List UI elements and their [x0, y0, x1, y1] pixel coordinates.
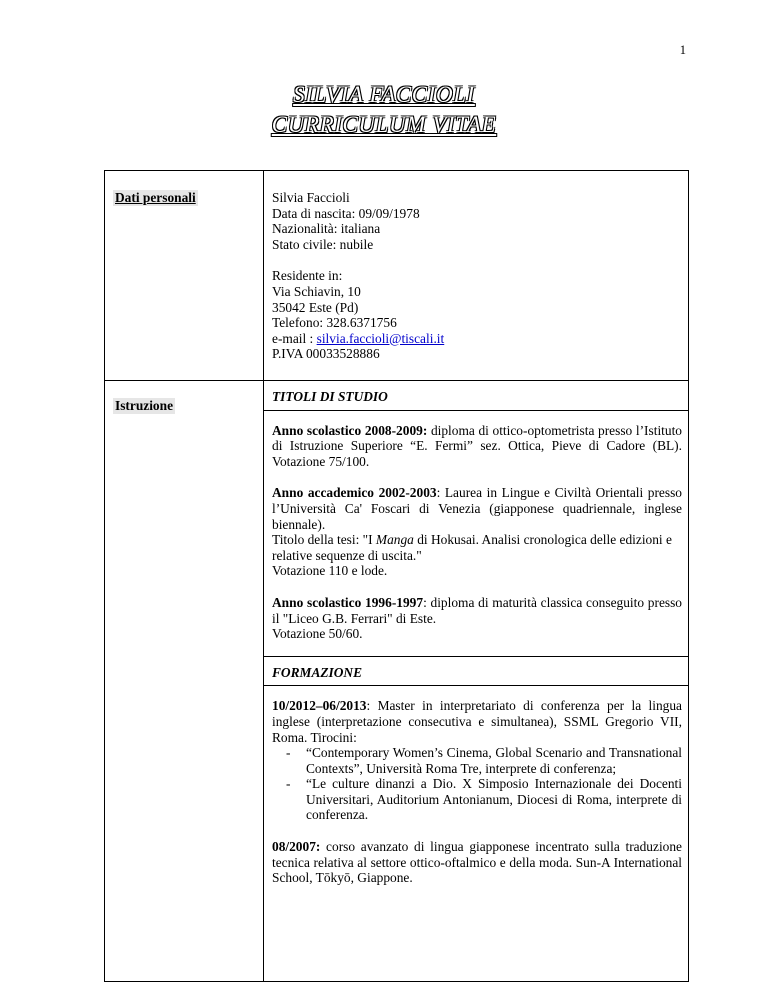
title-entry — [264, 469, 688, 579]
entry-period: Anno scolastico 1996-1997 — [272, 594, 424, 610]
nationality: Nazionalità: italiana — [272, 221, 381, 237]
training-entry — [264, 686, 688, 823]
education-data-cell — [264, 381, 689, 982]
entry-grade: Votazione 110 e lode. — [272, 563, 388, 579]
thesis-prefix: Titolo della tesi: "I — [272, 532, 376, 548]
document-title — [0, 80, 768, 140]
thesis-suffix: di Hokusai. Analisi cronologica delle edizioni e relative sequenze di uscita." — [272, 532, 672, 563]
cv-table — [104, 170, 689, 982]
personal-label-cell — [105, 171, 264, 381]
email-link[interactable]: silvia.faccioli@tiscali.it — [316, 330, 445, 346]
street-address: Via Schiavin, 10 — [272, 283, 361, 299]
entry-period: 08/2007: — [272, 839, 321, 855]
email-line — [272, 331, 684, 347]
vat-number: P.IVA 00033528886 — [272, 346, 380, 362]
titles-heading: TITOLI DI STUDIO — [264, 381, 688, 411]
title-entry — [264, 579, 688, 642]
birth-date: Data di nascita: 09/09/1978 — [272, 205, 420, 221]
city-address: 35042 Este (Pd) — [272, 299, 359, 315]
page-number: 1 — [679, 43, 686, 57]
personal-data-cell — [264, 171, 689, 381]
email-label: e-mail : — [272, 330, 317, 346]
education-label-cell — [105, 381, 264, 982]
thesis-italic: Manga — [375, 532, 414, 548]
education-section-label: Istruzione — [115, 398, 174, 413]
training-heading: FORMAZIONE — [264, 657, 688, 687]
title-name: SILVIA FACCIOLI — [293, 82, 475, 107]
phone-number: Telefono: 328.6371756 — [272, 315, 397, 331]
training-entry — [264, 823, 688, 886]
civil-status: Stato civile: nubile — [272, 236, 374, 252]
title-entry — [264, 411, 688, 470]
internship-list — [272, 745, 682, 823]
entry-text: corso avanzato di lingua giapponese incentrato sulla traduzione tecnica relativa al settore ottico-oftalmico e della moda. Sun-A International School, Tōkyō, Giappone. — [272, 839, 682, 886]
entry-period: Anno scolastico 2008-2009: — [272, 422, 428, 438]
person-name: Silvia Faccioli — [272, 190, 350, 205]
entry-text: : diploma di maturità classica conseguito presso il "Liceo G.B. Ferrari" di Este. — [272, 594, 682, 626]
entry-text: diploma di ottico-optometrista presso l’Istituto di Istruzione Superiore “E. Fermi” sez. Ottica, Pieve di Cadore (BL). Votazione 75/100. — [272, 422, 683, 469]
entry-period: Anno accademico 2002-2003 — [272, 485, 437, 501]
personal-section-label: Dati personali — [115, 190, 196, 205]
entry-text: : Laurea in Lingue e Civiltà Orientali presso l’Università Ca' Foscari di Venezia (giapponese quadriennale, inglese biennale). — [272, 485, 682, 532]
title-cv: CURRICULUM VITAE — [271, 112, 497, 137]
entry-text: : Master in interpretariato di conferenza per la lingua inglese (interpretazione consecutiva e simultanea), SSML Gregorio VII, Roma. Tirocini: — [272, 698, 682, 745]
entry-period: 10/2012–06/2013 — [272, 698, 367, 714]
resident-label: Residente in: — [272, 268, 343, 284]
list-item: - “Contemporary Women’s Cinema, Global Scenario and Transnational Contexts”, Università Roma Tre, interprete di conferenza; — [296, 745, 682, 776]
list-item: - “Le culture dinanzi a Dio. X Simposio Internazionale dei Docenti Universitari, Auditorium Antonianum, Diocesi di Roma, interprete di conferenza. — [296, 776, 682, 823]
entry-grade: Votazione 50/60. — [272, 626, 363, 642]
